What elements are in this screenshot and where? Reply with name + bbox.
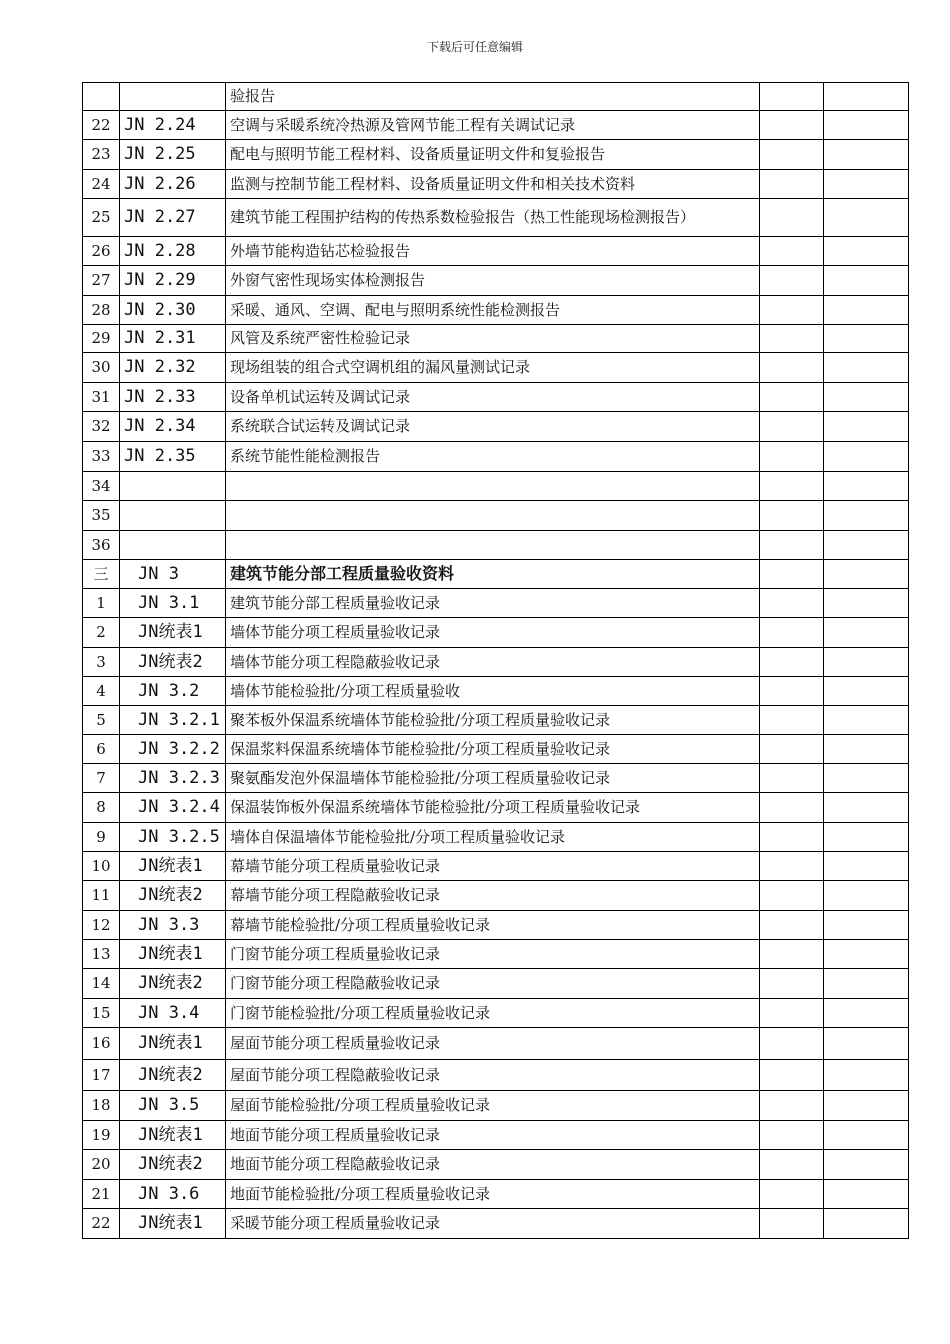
row-title: 墙体节能分项工程隐蔽验收记录	[226, 648, 760, 677]
row-title: 门窗节能检验批/分项工程质量验收记录	[226, 999, 760, 1028]
table-row	[83, 911, 909, 940]
row-code-text: JN 3.2.1	[138, 709, 220, 730]
row-title	[226, 472, 760, 501]
row-number: 11	[83, 881, 120, 911]
row-remark-cell	[824, 589, 909, 618]
row-code	[120, 1121, 226, 1150]
row-number: 7	[83, 764, 120, 793]
table-row	[83, 969, 909, 999]
table-row	[83, 735, 909, 764]
row-number: 26	[83, 237, 120, 266]
row-code	[120, 353, 226, 383]
row-remark-cell	[824, 1060, 909, 1091]
table-row	[83, 618, 909, 648]
row-code	[120, 560, 226, 589]
row-extra-cell	[760, 999, 824, 1028]
row-number: 17	[83, 1060, 120, 1091]
row-code	[120, 501, 226, 531]
table-row	[83, 325, 909, 353]
row-title: 外墙节能构造钻芯检验报告	[226, 237, 760, 266]
table-row	[83, 560, 909, 589]
row-remark-cell	[824, 266, 909, 296]
row-extra-cell	[760, 1060, 824, 1091]
row-title: 聚苯板外保温系统墙体节能检验批/分项工程质量验收记录	[226, 706, 760, 735]
row-extra-cell	[760, 83, 824, 111]
row-code	[120, 706, 226, 735]
table-row	[83, 706, 909, 735]
row-code-text: JN统表2	[138, 973, 203, 994]
row-title: 设备单机试运转及调试记录	[226, 383, 760, 412]
document-index-table	[82, 82, 909, 1239]
row-code	[120, 969, 226, 999]
row-code-text: JN 2.27	[124, 207, 196, 228]
row-title: 地面节能检验批/分项工程质量验收记录	[226, 1180, 760, 1209]
row-code-text: JN 3.2.5	[138, 826, 220, 847]
table-row	[83, 266, 909, 296]
row-number: 13	[83, 940, 120, 969]
table-row	[83, 1209, 909, 1239]
row-code-text: JN 3.2.3	[138, 767, 220, 788]
table-row	[83, 793, 909, 823]
table-row	[83, 170, 909, 199]
row-number: 31	[83, 383, 120, 412]
row-extra-cell	[760, 1121, 824, 1150]
row-number: 28	[83, 296, 120, 325]
row-code	[120, 1180, 226, 1209]
row-number: 25	[83, 199, 120, 237]
row-code	[120, 83, 226, 111]
row-remark-cell	[824, 140, 909, 170]
row-extra-cell	[760, 940, 824, 969]
row-remark-cell	[824, 881, 909, 911]
row-number: 4	[83, 677, 120, 706]
row-number: 16	[83, 1028, 120, 1060]
row-title: 采暖节能分项工程质量验收记录	[226, 1209, 760, 1239]
row-code	[120, 589, 226, 618]
row-title: 墙体节能检验批/分项工程质量验收	[226, 677, 760, 706]
row-remark-cell	[824, 940, 909, 969]
row-code-text: JN 2.33	[124, 386, 196, 407]
row-remark-cell	[824, 852, 909, 881]
row-code-text: JN 2.26	[124, 173, 196, 194]
row-title: 屋面节能分项工程质量验收记录	[226, 1028, 760, 1060]
row-number: 12	[83, 911, 120, 940]
table-row	[83, 823, 909, 852]
row-title: 门窗节能分项工程隐蔽验收记录	[226, 969, 760, 999]
row-remark-cell	[824, 472, 909, 501]
table-row	[83, 1150, 909, 1180]
row-title: 屋面节能检验批/分项工程质量验收记录	[226, 1091, 760, 1121]
row-remark-cell	[824, 648, 909, 677]
row-remark-cell	[824, 1121, 909, 1150]
row-extra-cell	[760, 618, 824, 648]
row-remark-cell	[824, 199, 909, 237]
row-extra-cell	[760, 648, 824, 677]
row-extra-cell	[760, 296, 824, 325]
row-code-text: JN统表2	[138, 1154, 203, 1175]
row-code	[120, 296, 226, 325]
row-remark-cell	[824, 618, 909, 648]
row-extra-cell	[760, 111, 824, 140]
row-code-text: JN统表1	[138, 855, 203, 876]
row-remark-cell	[824, 706, 909, 735]
row-code-text: JN统表1	[138, 622, 203, 643]
table-row	[83, 199, 909, 237]
table-row	[83, 501, 909, 531]
table-row	[83, 353, 909, 383]
row-remark-cell	[824, 999, 909, 1028]
row-remark-cell	[824, 764, 909, 793]
row-extra-cell	[760, 266, 824, 296]
row-title: 采暖、通风、空调、配电与照明系统性能检测报告	[226, 296, 760, 325]
row-extra-cell	[760, 237, 824, 266]
row-remark-cell	[824, 353, 909, 383]
row-extra-cell	[760, 531, 824, 560]
row-number: 6	[83, 735, 120, 764]
row-title: 现场组装的组合式空调机组的漏风量测试记录	[226, 353, 760, 383]
row-number: 32	[83, 412, 120, 442]
row-extra-cell	[760, 911, 824, 940]
row-code-text: JN 2.25	[124, 144, 196, 165]
row-title: 建筑节能分部工程质量验收记录	[226, 589, 760, 618]
row-number: 21	[83, 1180, 120, 1209]
row-title: 空调与采暖系统冷热源及管网节能工程有关调试记录	[226, 111, 760, 140]
row-remark-cell	[824, 911, 909, 940]
row-extra-cell	[760, 969, 824, 999]
row-code	[120, 823, 226, 852]
row-remark-cell	[824, 237, 909, 266]
row-code	[120, 764, 226, 793]
row-code-text: JN 3.2.4	[138, 797, 220, 818]
row-extra-cell	[760, 472, 824, 501]
row-remark-cell	[824, 1180, 909, 1209]
row-number: 20	[83, 1150, 120, 1180]
row-code-text: JN 3	[138, 563, 179, 584]
row-title	[226, 531, 760, 560]
row-number: 22	[83, 111, 120, 140]
row-title: 验报告	[226, 83, 760, 111]
row-remark-cell	[824, 383, 909, 412]
row-title: 系统节能性能检测报告	[226, 442, 760, 472]
row-extra-cell	[760, 1180, 824, 1209]
row-extra-cell	[760, 589, 824, 618]
row-code-text: JN 2.30	[124, 299, 196, 320]
row-extra-cell	[760, 1150, 824, 1180]
row-title: 监测与控制节能工程材料、设备质量证明文件和相关技术资料	[226, 170, 760, 199]
row-code-text: JN统表1	[138, 1124, 203, 1145]
table-body	[83, 83, 909, 1239]
row-code	[120, 1091, 226, 1121]
row-remark-cell	[824, 1028, 909, 1060]
row-title	[226, 501, 760, 531]
row-title: 外窗气密性现场实体检测报告	[226, 266, 760, 296]
table-row	[83, 383, 909, 412]
row-title: 幕墙节能分项工程质量验收记录	[226, 852, 760, 881]
row-number: 14	[83, 969, 120, 999]
row-number: 24	[83, 170, 120, 199]
row-title: 幕墙节能检验批/分项工程质量验收记录	[226, 911, 760, 940]
row-number: 3	[83, 648, 120, 677]
row-remark-cell	[824, 170, 909, 199]
row-number: 29	[83, 325, 120, 353]
row-remark-cell	[824, 296, 909, 325]
row-code	[120, 793, 226, 823]
row-code	[120, 140, 226, 170]
table-row	[83, 1091, 909, 1121]
row-extra-cell	[760, 140, 824, 170]
row-number: 2	[83, 618, 120, 648]
row-code-text: JN 2.24	[124, 114, 196, 135]
row-code-text: JN统表1	[138, 1213, 203, 1234]
row-code	[120, 999, 226, 1028]
table-row	[83, 1060, 909, 1091]
row-code-text: JN 2.34	[124, 416, 196, 437]
table-row	[83, 852, 909, 881]
row-code	[120, 531, 226, 560]
row-code	[120, 1060, 226, 1091]
row-code-text: JN 2.31	[124, 328, 196, 349]
row-number: 33	[83, 442, 120, 472]
table-row	[83, 472, 909, 501]
row-number: 10	[83, 852, 120, 881]
row-title: 幕墙节能分项工程隐蔽验收记录	[226, 881, 760, 911]
row-code	[120, 266, 226, 296]
row-extra-cell	[760, 852, 824, 881]
row-remark-cell	[824, 1209, 909, 1239]
row-remark-cell	[824, 1091, 909, 1121]
row-title: 配电与照明节能工程材料、设备质量证明文件和复验报告	[226, 140, 760, 170]
table-row	[83, 940, 909, 969]
row-title: 保温装饰板外保温系统墙体节能检验批/分项工程质量验收记录	[226, 793, 760, 823]
row-number: 三	[83, 560, 120, 589]
row-number: 22	[83, 1209, 120, 1239]
row-number: 27	[83, 266, 120, 296]
row-number: 5	[83, 706, 120, 735]
row-code-text: JN统表1	[138, 1033, 203, 1054]
row-extra-cell	[760, 412, 824, 442]
row-code-text: JN 2.35	[124, 446, 196, 467]
table-row	[83, 140, 909, 170]
row-code	[120, 648, 226, 677]
row-number: 36	[83, 531, 120, 560]
row-number: 1	[83, 589, 120, 618]
row-number: 35	[83, 501, 120, 531]
table-row	[83, 1121, 909, 1150]
row-code	[120, 1209, 226, 1239]
row-extra-cell	[760, 823, 824, 852]
row-extra-cell	[760, 706, 824, 735]
row-code-text: JN统表2	[138, 885, 203, 906]
table-row	[83, 999, 909, 1028]
row-extra-cell	[760, 677, 824, 706]
table-row	[83, 589, 909, 618]
row-code-text: JN 3.2	[138, 680, 200, 701]
table-row	[83, 881, 909, 911]
row-code-text: JN 2.32	[124, 357, 196, 378]
row-number: 15	[83, 999, 120, 1028]
row-title: 墙体自保温墙体节能检验批/分项工程质量验收记录	[226, 823, 760, 852]
row-code-text: JN统表1	[138, 943, 203, 964]
row-code	[120, 170, 226, 199]
row-remark-cell	[824, 793, 909, 823]
row-code	[120, 618, 226, 648]
row-title: 风管及系统严密性检验记录	[226, 325, 760, 353]
row-extra-cell	[760, 442, 824, 472]
row-code	[120, 881, 226, 911]
row-code	[120, 383, 226, 412]
row-remark-cell	[824, 442, 909, 472]
row-title: 系统联合试运转及调试记录	[226, 412, 760, 442]
section-title: 建筑节能分部工程质量验收资料	[226, 560, 760, 589]
table-row	[83, 442, 909, 472]
table-row	[83, 111, 909, 140]
row-number	[83, 83, 120, 111]
row-code-text: JN 3.2.2	[138, 738, 220, 759]
row-extra-cell	[760, 1091, 824, 1121]
row-remark-cell	[824, 501, 909, 531]
row-remark-cell	[824, 325, 909, 353]
row-number: 18	[83, 1091, 120, 1121]
row-title: 聚氨酯发泡外保温墙体节能检验批/分项工程质量验收记录	[226, 764, 760, 793]
row-extra-cell	[760, 793, 824, 823]
row-extra-cell	[760, 764, 824, 793]
row-remark-cell	[824, 560, 909, 589]
row-code-text: JN 3.1	[138, 592, 200, 613]
row-extra-cell	[760, 735, 824, 764]
row-code-text: JN 2.28	[124, 240, 196, 261]
row-code	[120, 1150, 226, 1180]
row-number: 9	[83, 823, 120, 852]
row-number: 19	[83, 1121, 120, 1150]
table-row	[83, 677, 909, 706]
row-code	[120, 412, 226, 442]
row-extra-cell	[760, 170, 824, 199]
row-remark-cell	[824, 1150, 909, 1180]
row-title: 墙体节能分项工程质量验收记录	[226, 618, 760, 648]
row-number: 8	[83, 793, 120, 823]
row-code	[120, 911, 226, 940]
row-code	[120, 852, 226, 881]
row-code	[120, 199, 226, 237]
table-row	[83, 531, 909, 560]
row-extra-cell	[760, 501, 824, 531]
row-remark-cell	[824, 531, 909, 560]
row-code	[120, 1028, 226, 1060]
row-code-text: JN 3.4	[138, 1002, 200, 1023]
row-code-text: JN 3.5	[138, 1095, 200, 1116]
row-code	[120, 237, 226, 266]
row-extra-cell	[760, 383, 824, 412]
row-title: 屋面节能分项工程隐蔽验收记录	[226, 1060, 760, 1091]
row-code-text: JN统表2	[138, 651, 203, 672]
table-row	[83, 412, 909, 442]
row-code-text: JN 3.3	[138, 914, 200, 935]
row-remark-cell	[824, 735, 909, 764]
row-code	[120, 677, 226, 706]
row-extra-cell	[760, 1028, 824, 1060]
row-remark-cell	[824, 83, 909, 111]
row-remark-cell	[824, 111, 909, 140]
row-code-text: JN 3.6	[138, 1183, 200, 1204]
row-remark-cell	[824, 677, 909, 706]
row-code-text: JN 2.29	[124, 270, 196, 291]
row-remark-cell	[824, 823, 909, 852]
row-extra-cell	[760, 1209, 824, 1239]
row-title: 地面节能分项工程质量验收记录	[226, 1121, 760, 1150]
table-row	[83, 764, 909, 793]
row-code	[120, 472, 226, 501]
row-title: 建筑节能工程围护结构的传热系数检验报告（热工性能现场检测报告）	[226, 199, 760, 237]
row-extra-cell	[760, 353, 824, 383]
row-code-text: JN统表2	[138, 1064, 203, 1085]
table-row	[83, 1028, 909, 1060]
row-extra-cell	[760, 199, 824, 237]
table-row	[83, 648, 909, 677]
page-header: 下载后可任意编辑	[426, 40, 523, 54]
row-extra-cell	[760, 560, 824, 589]
row-title: 保温浆料保温系统墙体节能检验批/分项工程质量验收记录	[226, 735, 760, 764]
row-remark-cell	[824, 969, 909, 999]
row-extra-cell	[760, 325, 824, 353]
row-extra-cell	[760, 881, 824, 911]
row-number: 30	[83, 353, 120, 383]
table-row	[83, 83, 909, 111]
table-row	[83, 1180, 909, 1209]
row-title: 门窗节能分项工程质量验收记录	[226, 940, 760, 969]
row-code	[120, 442, 226, 472]
row-code	[120, 940, 226, 969]
table-row	[83, 296, 909, 325]
row-number: 23	[83, 140, 120, 170]
row-code	[120, 111, 226, 140]
row-code	[120, 325, 226, 353]
row-code	[120, 735, 226, 764]
row-title: 地面节能分项工程隐蔽验收记录	[226, 1150, 760, 1180]
table-row	[83, 237, 909, 266]
row-number: 34	[83, 472, 120, 501]
row-remark-cell	[824, 412, 909, 442]
